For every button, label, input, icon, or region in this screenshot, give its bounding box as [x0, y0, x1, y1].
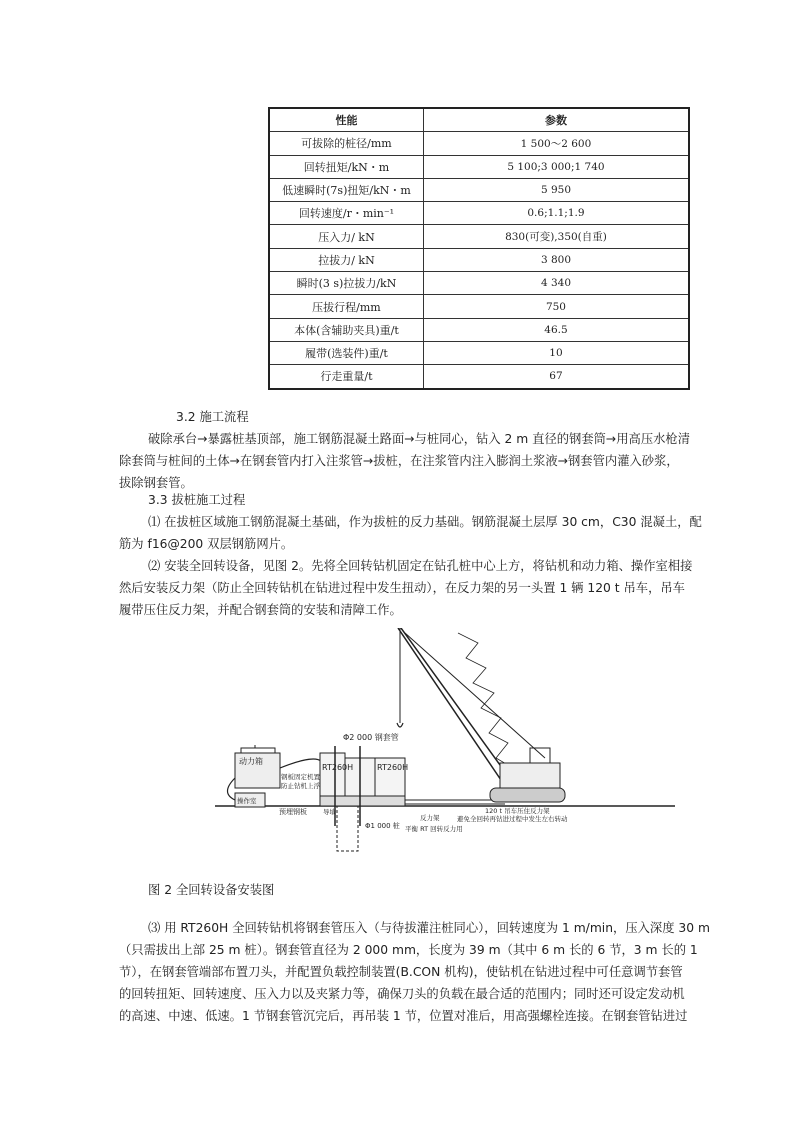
table-row	[269, 248, 689, 271]
table-header-row	[269, 108, 689, 132]
label-frame-1: 反力架	[420, 814, 440, 822]
paragraph-line: 然后安装反力架（防止全回转钻机在钻进过程中发生扭动），在反力架的另一头置 1 辆 120 t 吊车，吊车	[119, 581, 685, 595]
label-casing: Φ2 000 钢套管	[343, 733, 399, 742]
label-rt260h-right: RT260H	[377, 763, 409, 772]
table-cell-property: 回转扭矩/kN・m	[269, 155, 423, 178]
table-row	[269, 272, 689, 295]
paragraph-line: （只需拔出上部 25 m 桩）。钢套管直径为 2 000 mm，长度为 39 m（其中 6 m 长的 6 节，3 m 长的 1	[119, 943, 698, 957]
table-row	[269, 225, 689, 248]
label-guide: 导墙	[323, 808, 336, 816]
label-fix1: 钢板固定机置	[281, 773, 320, 781]
table-cell-property: 回转速度/r・min⁻¹	[269, 202, 423, 225]
paragraph-line: 除套筒与桩间的土体→在钢套管内打入注浆管→拔桩，在注浆管内注入膨润土浆液→钢套管内灌入砂浆，	[119, 454, 679, 468]
label-crane-1: 120 t 吊车压住反力架	[485, 807, 550, 815]
table-row	[269, 155, 689, 178]
table-row	[269, 341, 689, 364]
label-cabin: 操作室	[237, 797, 257, 805]
table-cell-property: 履带(选装件)重/t	[269, 341, 423, 364]
label-fix2: 防止钻机上浮	[281, 782, 320, 790]
label-pile: Φ1 000 桩	[365, 822, 400, 830]
spec-table	[268, 107, 690, 390]
paragraph-line: 筋为 f16@200 双层钢筋网片。	[119, 537, 294, 551]
table-cell-value: 4 340	[423, 272, 689, 295]
table-header-cell: 参数	[423, 108, 689, 132]
drill-rig-left	[320, 753, 345, 798]
crane-body	[500, 763, 560, 788]
paragraph-line: 节），在钢套管端部布置刀头，并配置负载控制装置(B.CON 机构)，使钻机在钻进过程中可任意调节套管	[119, 965, 683, 979]
table-cell-value: 750	[423, 295, 689, 318]
section-3-3-heading: 3.3 拔桩施工过程	[148, 493, 246, 507]
crane-tracks	[490, 788, 565, 802]
table-row	[269, 132, 689, 155]
table-cell-value: 0.6;1.1;1.9	[423, 202, 689, 225]
paragraph-line: ⑶ 用 RT260H 全回转钻机将钢套管压入（与待拔灌注桩同心），回转速度为 1 m/min，压入深度 30 m	[148, 921, 710, 935]
paragraph-line: 破除承台→暴露桩基顶部，施工钢筋混凝土路面→与桩同心，钻入 2 m 直径的钢套筒→用高压水枪清	[148, 432, 691, 446]
table-cell-value: 5 950	[423, 178, 689, 201]
table-body	[269, 132, 689, 389]
table-cell-value: 5 100;3 000;1 740	[423, 155, 689, 178]
table-cell-value: 3 800	[423, 248, 689, 271]
table-cell-property: 压入力/ kN	[269, 225, 423, 248]
table-cell-value: 1 500～2 600	[423, 132, 689, 155]
label-power-box: 动力箱	[239, 757, 263, 766]
paragraph-line: 履带压住反力架，并配合钢套筒的安装和清障工作。	[119, 603, 402, 617]
table-row	[269, 178, 689, 201]
paragraph-line: 的高速、中速、低速。1 节钢套管沉完后，再吊装 1 节，位置对准后，用高强螺栓连接。在钢套管钻进过	[119, 1009, 688, 1023]
table-row	[269, 365, 689, 389]
label-crane-2: 避免全回转再钻进过程中发生左右转动	[457, 815, 568, 823]
table-cell-value: 830(可变),350(自重)	[423, 225, 689, 248]
label-plate: 预埋钢板	[279, 808, 307, 816]
table-cell-property: 行走重量/t	[269, 365, 423, 389]
paragraph-line: ⑴ 在拔桩区域施工钢筋混凝土基础，作为拔桩的反力基础。钢筋混凝土层厚 30 cm，C30 混凝土，配	[148, 515, 702, 529]
table-cell-property: 拉拔力/ kN	[269, 248, 423, 271]
label-rt260h-left: RT260H	[322, 763, 354, 772]
table-row	[269, 318, 689, 341]
table-cell-property: 低速瞬时(7s)扭矩/kN・m	[269, 178, 423, 201]
table-cell-value: 10	[423, 341, 689, 364]
table-header-cell: 性能	[269, 108, 423, 132]
paragraph-line: 拔除钢套管。	[119, 476, 193, 490]
equipment-diagram	[215, 628, 685, 858]
table-row	[269, 202, 689, 225]
section-3-2-heading: 3.2 施工流程	[176, 410, 249, 424]
figure-caption: 图 2 全回转设备安装图	[148, 883, 275, 897]
table-cell-property: 压拔行程/mm	[269, 295, 423, 318]
table-cell-property: 可拔除的桩径/mm	[269, 132, 423, 155]
label-frame-2: 平衡 RT 回转反力用	[405, 825, 463, 833]
table-cell-value: 46.5	[423, 318, 689, 341]
paragraph-line: 的回转扭矩、回转速度、压入力以及夹紧力等，确保刀头的负载在最合适的范围内；同时还可设定发动机	[119, 987, 685, 1001]
paragraph-line: ⑵ 安装全回转设备，见图 2。先将全回转钻机固定在钻孔桩中心上方，将钻机和动力箱、操作室相接	[148, 559, 693, 573]
table-row	[269, 295, 689, 318]
pile	[337, 806, 358, 851]
table-cell-property: 本体(含辅助夹具)重/t	[269, 318, 423, 341]
table-cell-property: 瞬时(3 s)拉拔力/kN	[269, 272, 423, 295]
crane-boom	[398, 628, 503, 783]
table-cell-value: 67	[423, 365, 689, 389]
